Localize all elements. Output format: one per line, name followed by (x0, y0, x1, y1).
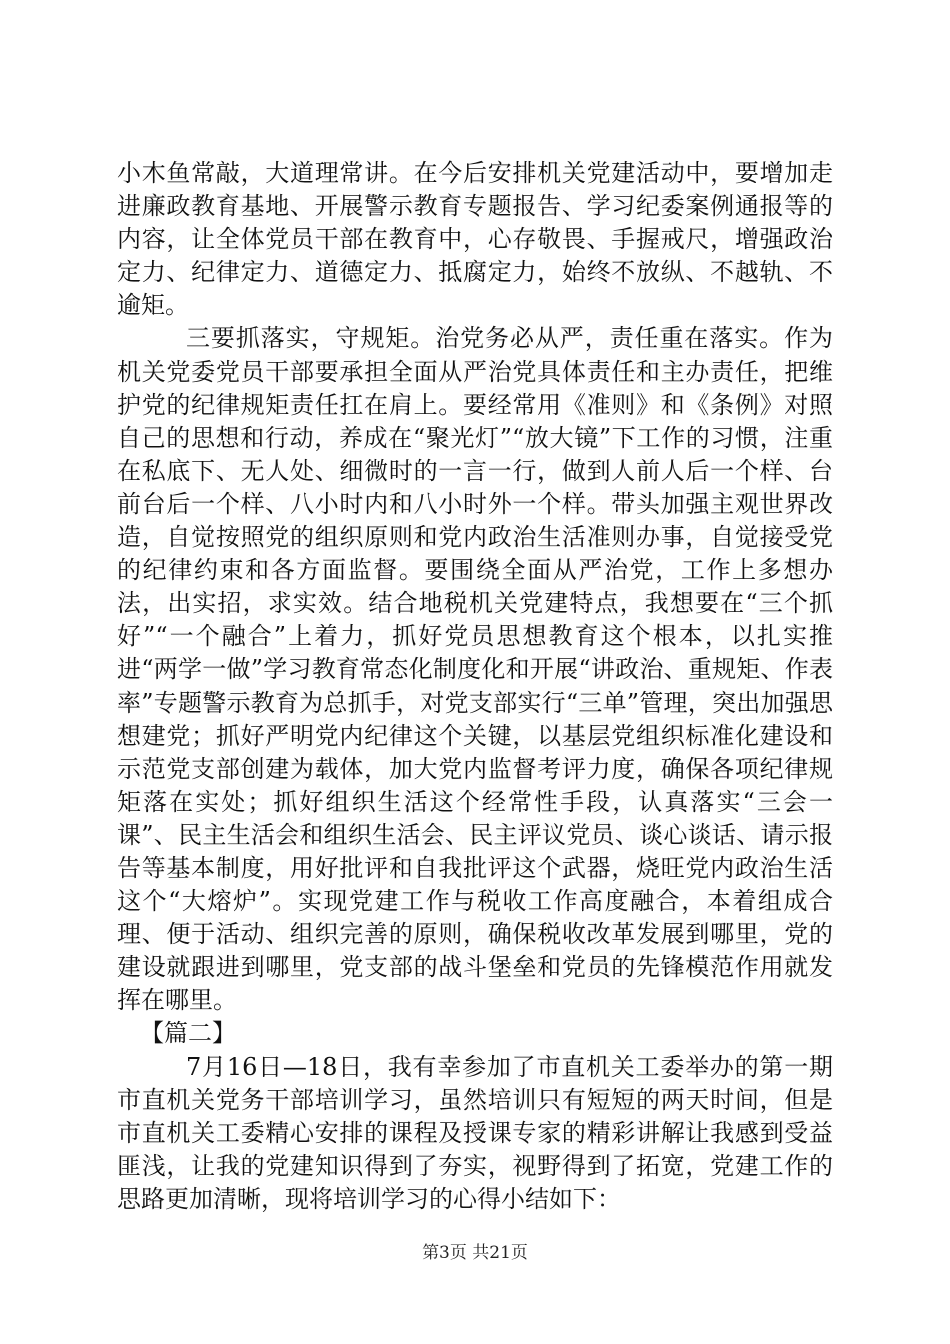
section-heading: 【篇二】 (140, 1019, 236, 1048)
paragraph-training-intro: 7月16日—18日，我有幸参加了市直机关工委举办的第一期市直机关党务干部培训学习，虽然培训只有短短的两天时间，但是市直机关工委精心安排的课程及授课专家的精彩讲解让我感到受益匪浅，让我的党建知识得到了夯实，视野得到了拓宽，党建工作的思路更加清晰，现将培训学习的心得小结如下： (117, 1052, 833, 1213)
paragraph-continuation: 小木鱼常敲，大道理常讲。在今后安排机关党建活动中，要增加走进廉政教育基地、开展警示教育专题报告、学习纪委案例通报等的内容，让全体党员干部在教育中，心存敬畏、手握戒尺，增强政治定力、纪律定力、道德定力、抵腐定力，始终不放纵、不越轨、不逾矩。 (117, 159, 833, 320)
paragraph-three-requirements: 三要抓落实，守规矩。治党务必从严，责任重在落实。作为机关党委党员干部要承担全面从严治党具体责任和主办责任，把维护党的纪律规矩责任扛在肩上。要经常用《准则》和《条例》对照自己的思想和行动，养成在“聚光灯”“放大镜”下工作的习惯，注重在私底下、无人处、细微时的一言一行，做到人前人后一个样、台前台后一个样、八小时内和八小时外一个样。带头加强主观世界改造，自觉按照党的组织原则和党内政治生活准则办事，自觉接受党的纪律约束和各方面监督。要围绕全面从严治党，工作上多想办法，出实招，求实效。结合地税机关党建特点，我想要在“三个抓好”“一个融合”上着力，抓好党员思想教育这个根本，以扎实推进“两学一做”学习教育常态化制度化和开展“讲政治、重规矩、作表率”专题警示教育为总抓手，对党支部实行“三单”管理，突出加强思想建党；抓好严明党内纪律这个关键，以基层党组织标准化建设和示范党支部创建为载体，加大党内监督考评力度，确保各项纪律规矩落在实处；抓好组织生活这个经常性手段，认真落实“三会一课”、民主生活会和组织生活会、民主评议党员、谈心谈话、请示报告等基本制度，用好批评和自我批评这个武器，烧旺党内政治生活这个“大熔炉”。实现党建工作与税收工作高度融合，本着组成合理、便于活动、组织完善的原则，确保税收改革发展到哪里，党的建设就跟进到哪里，党支部的战斗堡垒和党员的先锋模范作用就发挥在哪里。 (117, 324, 833, 1015)
document-body (117, 157, 833, 1216)
page-number-footer: 第3页 共21页 (422, 1243, 528, 1263)
